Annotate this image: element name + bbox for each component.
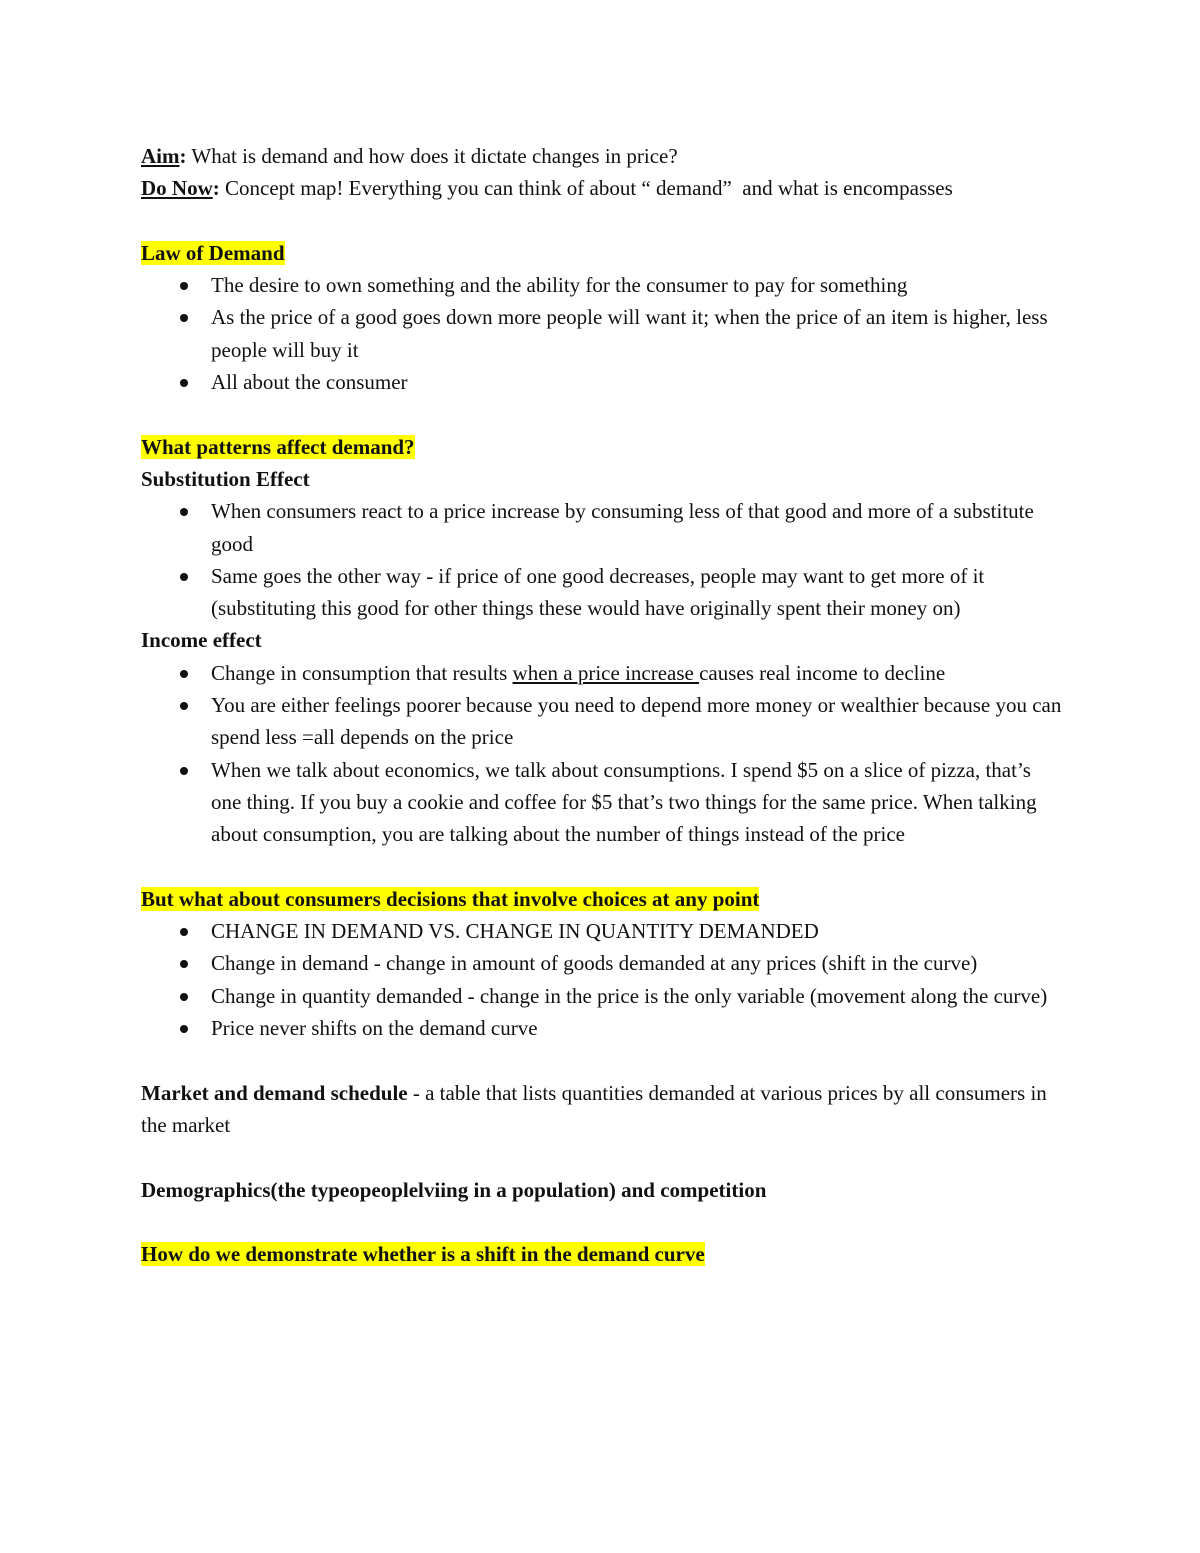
list-item-text: Change in demand - change in amount of goods demanded at any prices (shift in the curve) [211,951,978,976]
spacer [141,205,1066,237]
demographics-line: Demographics(the typeopeoplelviing in a population) and competition [141,1177,767,1202]
do-now-colon: : [212,176,220,201]
list-item-text: When consumers react to a price increase by consuming less of that good and more of a substitute good [211,499,1034,556]
law-of-demand-heading-line [141,237,1066,269]
list-item-text: Same goes the other way - if price of one good decreases, people may want to get more of it (substituting this good for other things these would have originally spent their money on) [211,563,985,621]
decisions-heading: But what about consumers decisions that involve choices at any point [141,886,760,911]
substitution-effect-list [141,495,1066,624]
bullet-icon [180,767,188,775]
substitution-effect-subheading: Substitution Effect [141,466,310,491]
list-item [141,754,1066,851]
decisions-list [141,915,1066,1044]
shift-question-line [141,1238,1066,1270]
document-page [141,140,1066,1270]
income-effect-subheading: Income effect [141,628,262,653]
bullet-icon [180,314,188,322]
bullet-icon [180,282,188,290]
do-now-text: Concept map! Everything you can think of about “ demand” and what is encompasses [219,176,953,201]
schedule-term: Market and demand schedule [141,1080,408,1105]
shift-question-heading: How do we demonstrate whether is a shift in the demand curve [141,1242,705,1267]
list-item [141,366,1066,398]
list-item [141,915,1066,947]
list-item [141,689,1066,754]
bullet-icon [180,993,188,1001]
patterns-heading-line [141,431,1066,463]
schedule-definition: - a table that lists quantities demanded at various prices by all consumers in the market [141,1080,1053,1137]
spacer [141,1044,1066,1076]
list-item [141,269,1066,301]
list-item-text: CHANGE IN DEMAND VS. CHANGE IN QUANTITY DEMANDED [211,919,819,944]
list-item [141,947,1066,979]
decisions-heading-line [141,883,1066,915]
bullet-icon [180,670,188,678]
spacer [141,851,1066,883]
list-item-text-pre: Change in consumption that results [211,660,513,685]
aim-label: Aim [141,144,180,168]
bullet-icon [180,1025,188,1033]
spacer [141,1141,1066,1173]
underlined-phrase: when a price increase [512,660,700,685]
bullet-icon [180,928,188,936]
list-item [141,657,1066,689]
schedule-line [141,1077,1066,1142]
list-item-text: When we talk about economics, we talk about consumptions. I spend $5 on a slice of pizza, that’s one thing. If you buy a cookie and coffee for $5 that’s two things for the same price. When talking about consumption, you are talking about the number of things instead of the price [211,757,1037,847]
do-now-label: Do Now [141,176,213,201]
list-item [141,980,1066,1012]
list-item [141,1012,1066,1044]
list-item-text-post: causes real income to decline [699,660,946,685]
patterns-heading: What patterns affect demand? [141,434,415,459]
list-item-text: As the price of a good goes down more people will want it; when the price of an item is higher, less people will buy it [211,305,1048,362]
list-item-text: Change in quantity demanded - change in the price is the only variable (movement along the curve) [211,983,1048,1008]
income-effect-list [141,657,1066,851]
law-of-demand-list [141,269,1066,398]
list-item-text: The desire to own something and the ability for the consumer to pay for something [211,273,908,298]
do-now-line [141,172,1066,204]
list-item-text: Price never shifts on the demand curve [211,1016,538,1041]
bullet-icon [180,573,188,581]
bullet-icon [180,508,188,516]
bullet-icon [180,702,188,710]
spacer [141,1206,1066,1238]
list-item-text: You are either feelings poorer because you need to depend more money or wealthier because you can spend less =all depends on the price [211,693,1062,750]
list-item [141,495,1066,560]
list-item [141,560,1066,625]
aim-colon: : [179,144,187,168]
list-item [141,301,1066,366]
law-of-demand-heading: Law of Demand [141,240,285,265]
spacer [141,398,1066,430]
bullet-icon [180,379,188,387]
bullet-icon [180,960,188,968]
list-item-text: All about the consumer [211,370,408,395]
aim-line [141,140,1066,172]
aim-text: What is demand and how does it dictate changes in price? [186,144,678,168]
